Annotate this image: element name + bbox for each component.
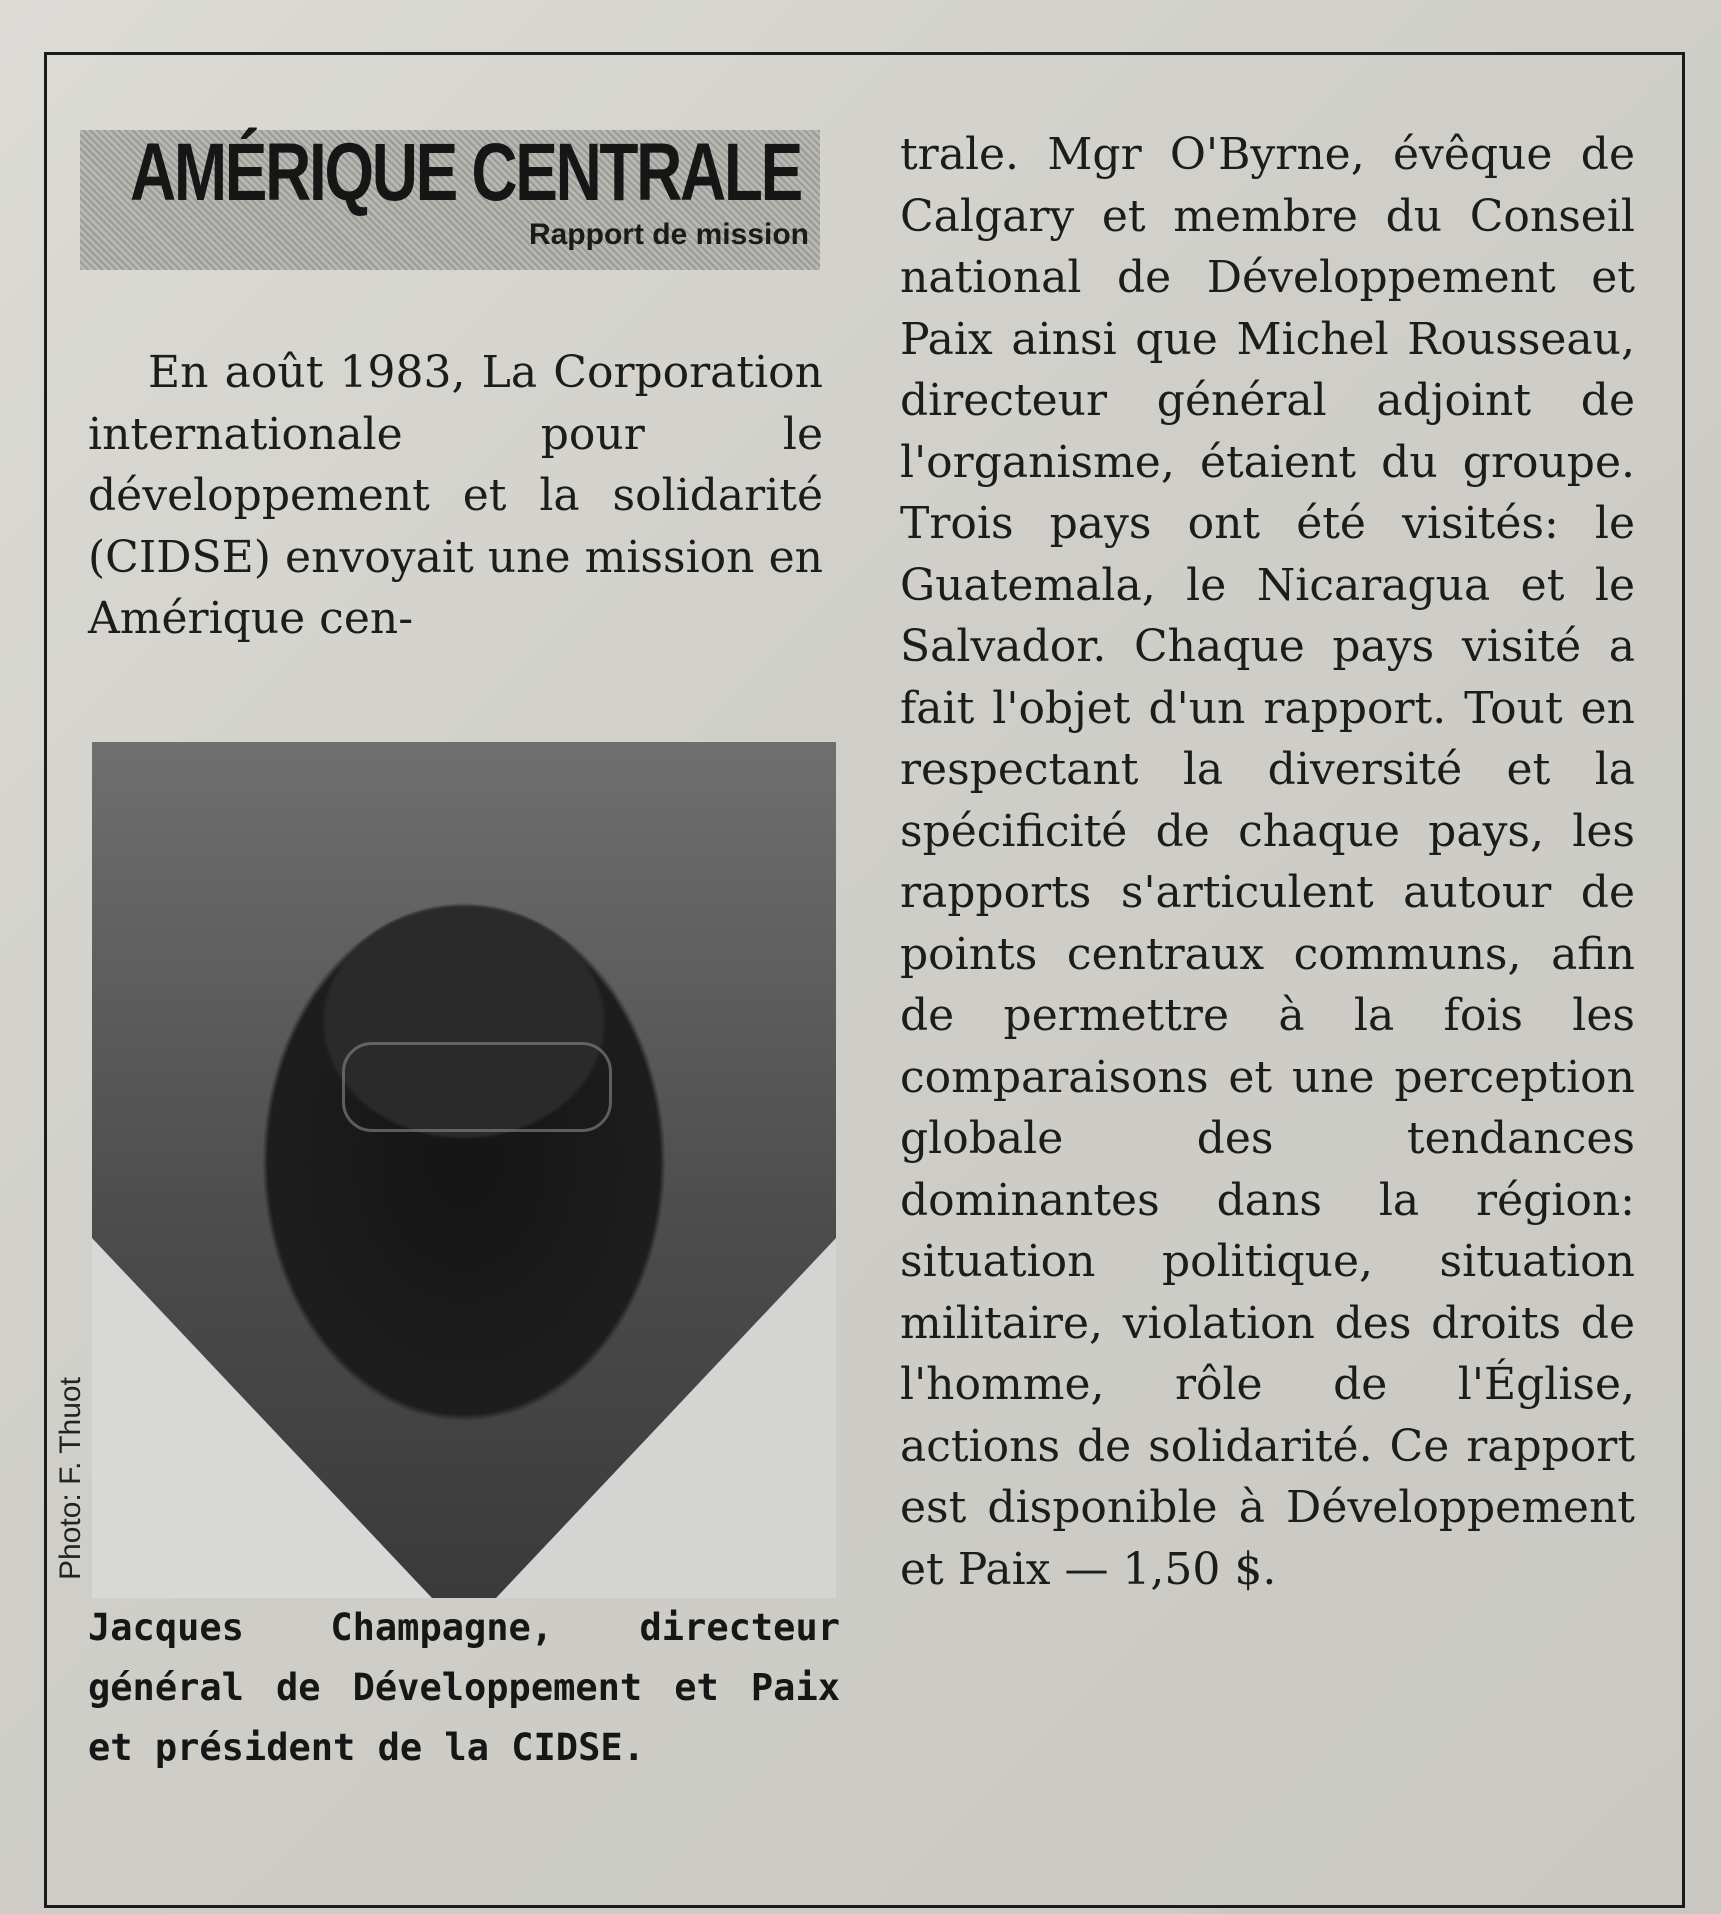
shirt-collar-left	[92, 1238, 432, 1598]
eyeglasses-shape	[342, 1042, 612, 1132]
photo-caption: Jacques Champagne, directeur général de Développement et Paix et président de la CIDSE.	[88, 1606, 840, 1769]
portrait-photo	[92, 742, 836, 1598]
article-body-paragraph: trale. Mgr O'Byrne, évêque de Calgary et membre du Conseil national de Développement et Paix ainsi que Michel Rousseau, directeur général adjoint de l'organisme, étaient du groupe. Trois pays ont été visités: le Guatemala, le Nicaragua et le Salvador. Chaque pays visité a fait l'objet d'un rapport. Tout en respectant la diversité et la spécificité de chaque pays, les rapports s'articulent autour de points centraux communs, afin de permettre à la fois les comparaisons et une perception globale des tendances dominantes dans la région: situation politique, situation militaire, violation des droits de l'homme, rôle de l'Église, actions de solidarité. Ce rapport est disponible à Développement et Paix — 1,50 $.	[900, 129, 1635, 1595]
shirt-collar-right	[496, 1238, 836, 1598]
article-column-left	[88, 342, 823, 650]
article-column-right	[900, 124, 1635, 1600]
article-lead-paragraph: En août 1983, La Corporation internationale pour le développement et la solidarité (CIDSE) envoyait une mission en Amérique cen-	[88, 347, 823, 644]
photo-credit: Photo: F. Thuot	[54, 1377, 87, 1580]
section-subtitle: Rapport de mission	[528, 218, 809, 251]
section-title: AMÉRIQUE CENTRALE	[130, 127, 801, 218]
